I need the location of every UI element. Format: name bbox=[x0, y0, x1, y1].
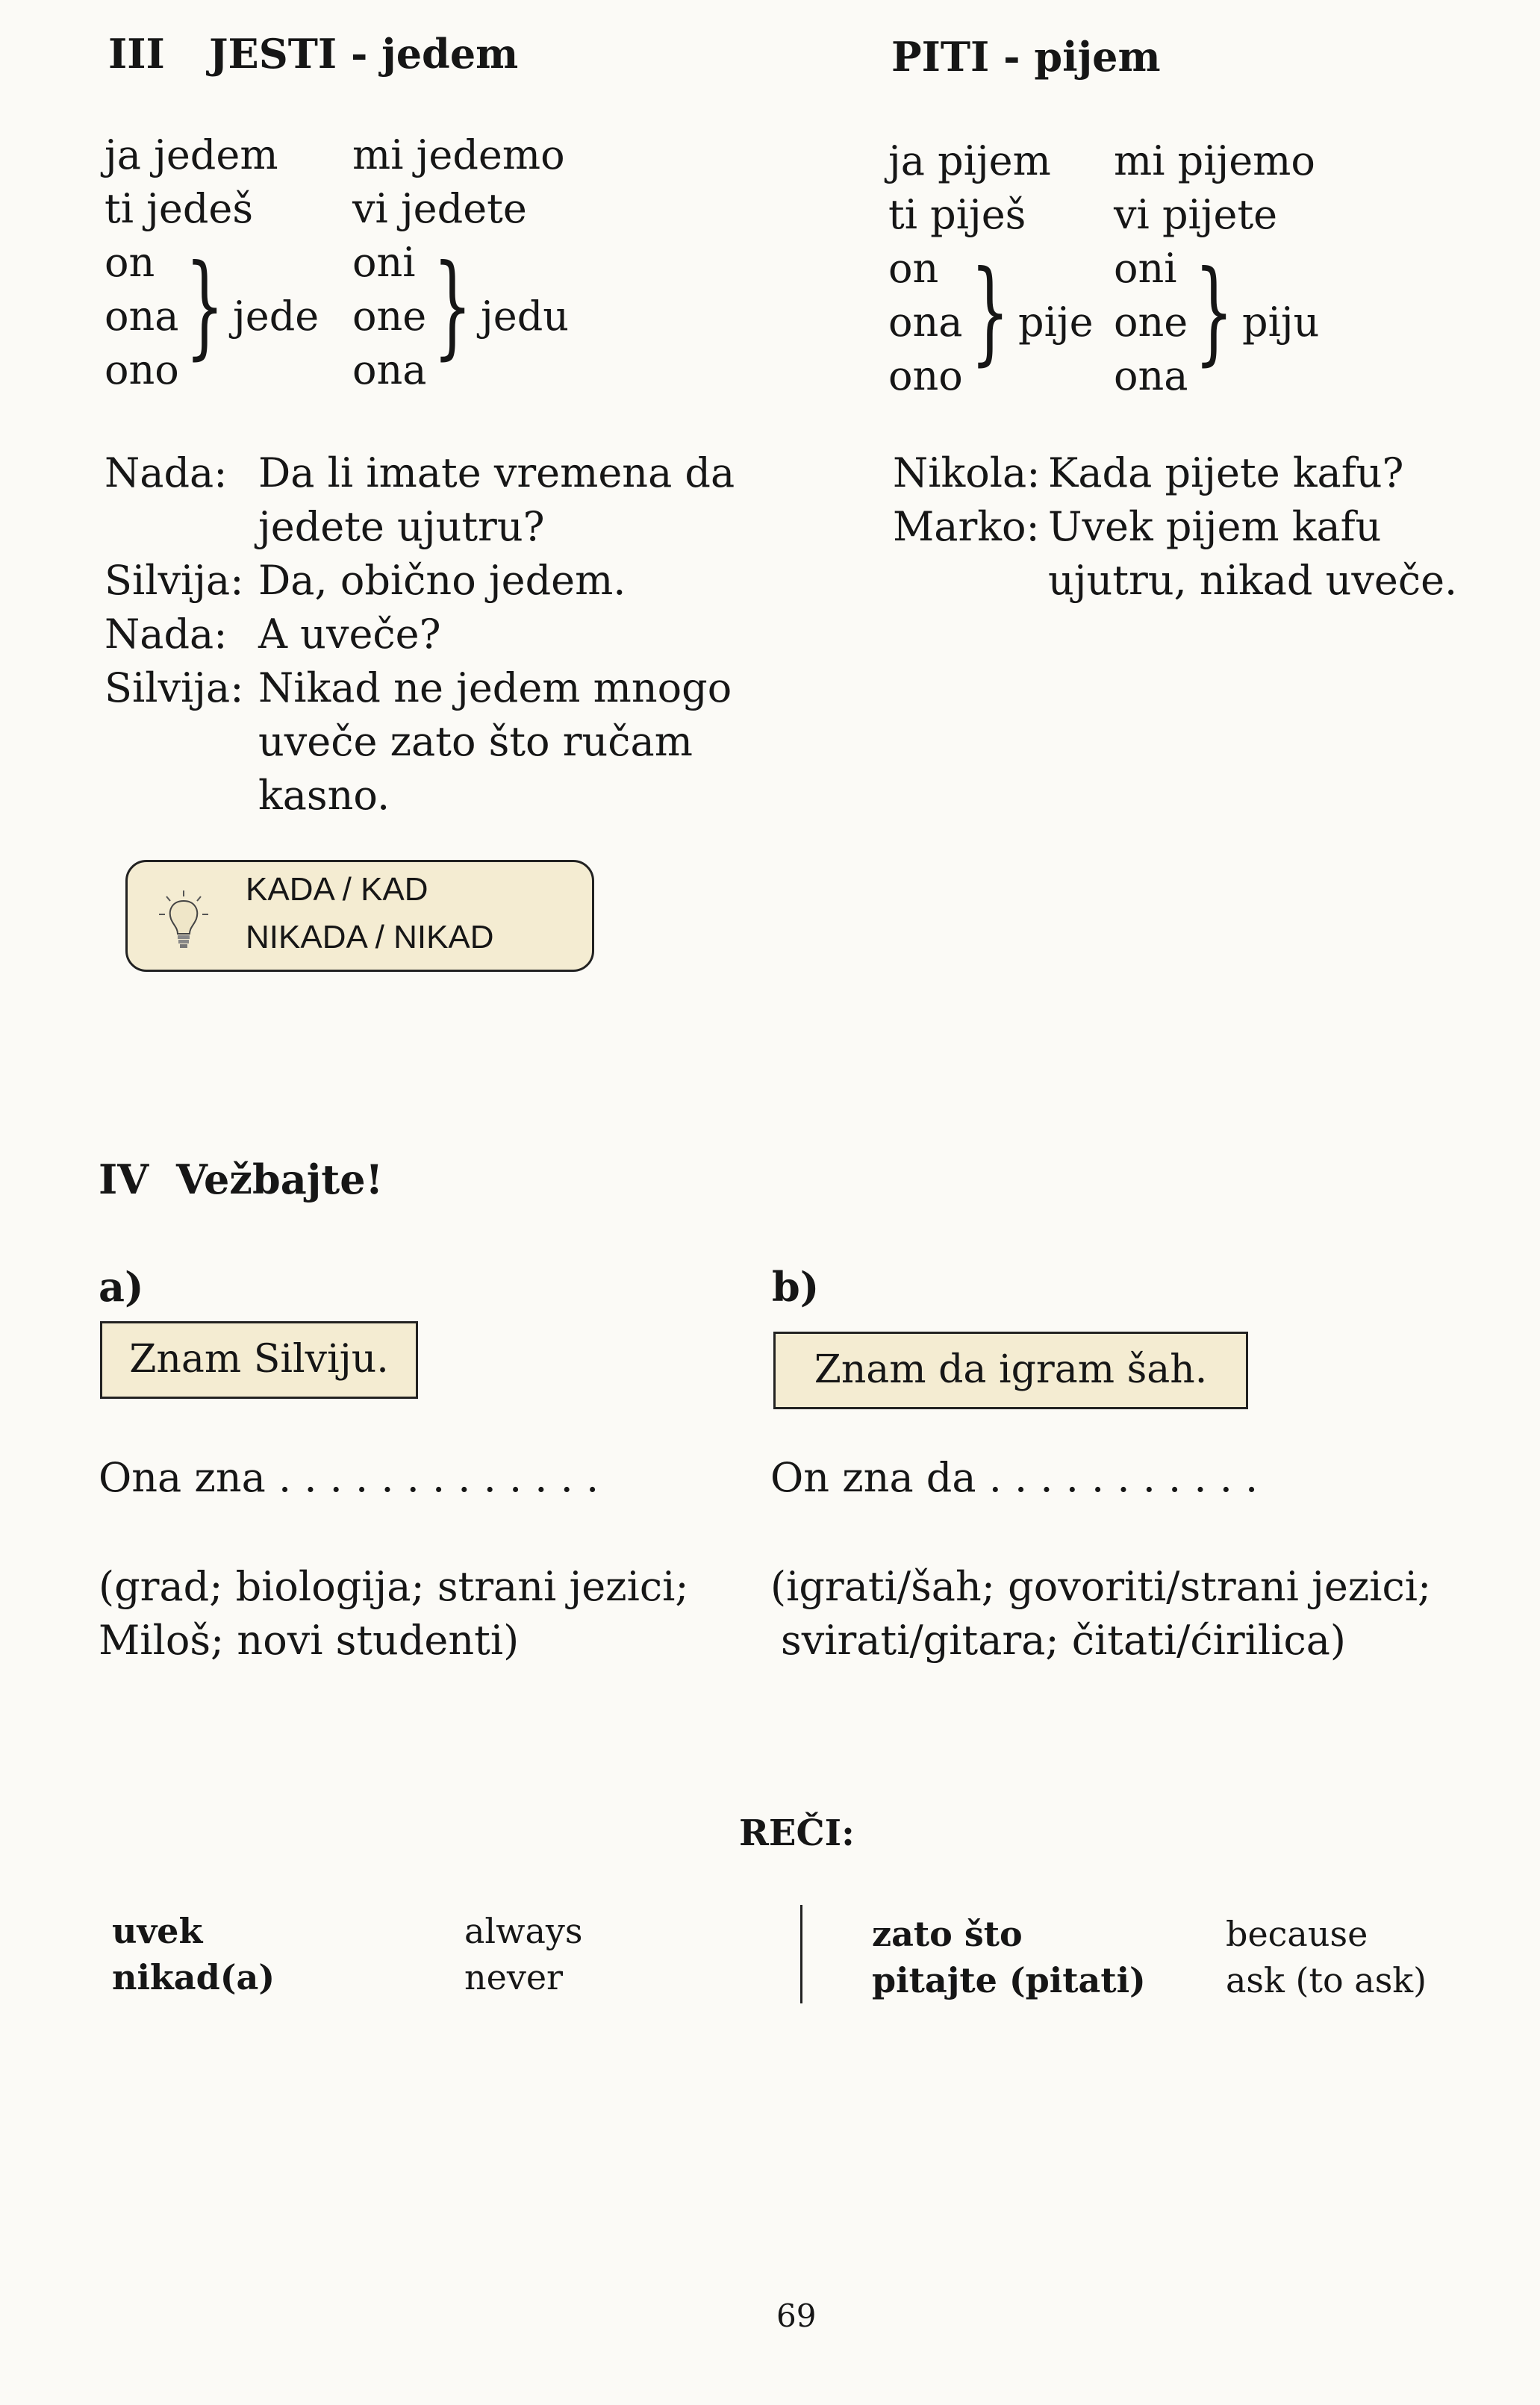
tip-line-1: KADA / KAD bbox=[246, 871, 428, 908]
brace-icon: } bbox=[433, 241, 473, 371]
dialog-line: ujutru, nikad uveče. bbox=[1048, 557, 1458, 604]
piti-conj-7: vi pijete bbox=[1114, 191, 1278, 238]
dialog-line: Nikad ne jedem mnogo bbox=[258, 664, 732, 711]
dialog-line: kasno. bbox=[258, 772, 390, 819]
example-text-b: Znam da igram šah. bbox=[814, 1347, 1208, 1392]
vocab-divider bbox=[800, 1905, 802, 2003]
exercise-prompt-a: Ona zna . . . . . . . . . . . . . bbox=[99, 1454, 599, 1501]
dialog-line: Uvek pijem kafu bbox=[1048, 503, 1382, 550]
jesti-third-plural: jedu bbox=[481, 293, 570, 340]
brace-icon: } bbox=[1194, 247, 1234, 377]
jesti-conj-7: vi jedete bbox=[352, 185, 527, 232]
exercise-prompt-b: On zna da . . . . . . . . . . . bbox=[770, 1454, 1259, 1501]
piti-third-singular: pije bbox=[1018, 299, 1094, 346]
example-text-a: Znam Silviju. bbox=[129, 1337, 389, 1382]
dialog-speaker: Nikola: bbox=[893, 449, 1041, 496]
example-box-b bbox=[773, 1332, 1248, 1409]
jesti-conj-10: ona bbox=[352, 346, 427, 393]
dialog-line: Da li imate vremena da bbox=[258, 449, 735, 496]
jesti-heading: JESTI - jedem bbox=[209, 30, 519, 78]
jesti-conj-5: ono bbox=[105, 346, 179, 393]
jesti-conj-8: oni bbox=[352, 239, 416, 286]
brace-icon: } bbox=[970, 247, 1010, 377]
piti-conj-2: ti piješ bbox=[888, 191, 1026, 238]
dialog-line: A uveče? bbox=[258, 611, 441, 658]
dialog-line: Kada pijete kafu? bbox=[1048, 449, 1404, 496]
dialog-speaker: Nada: bbox=[105, 449, 228, 496]
piti-heading: PITI - pijem bbox=[891, 33, 1161, 81]
jesti-conj-4: ona bbox=[105, 293, 179, 340]
section-heading: Vežbajte! bbox=[176, 1155, 384, 1203]
dialog-speaker: Nada: bbox=[105, 611, 228, 658]
vocab-word bbox=[112, 1908, 202, 1954]
jesti-conj-1: ja jedem bbox=[105, 131, 278, 178]
vocab-word bbox=[872, 1911, 1023, 1957]
vocab-meaning: ask (to ask) bbox=[1226, 1960, 1427, 2000]
piti-conj-10: ona bbox=[1114, 352, 1188, 399]
piti-conj-5: ono bbox=[888, 352, 963, 399]
dialog-speaker: Silvija: bbox=[105, 664, 244, 711]
vocab-word-text: uvek bbox=[112, 1911, 203, 1951]
vocab-word-text: zato što bbox=[872, 1914, 1023, 1954]
exercise-label-b: b) bbox=[772, 1263, 820, 1311]
tip-box bbox=[125, 860, 594, 972]
vocab-word bbox=[112, 1954, 275, 2000]
exercise-hints-a-1: (grad; biologija; strani jezici; bbox=[99, 1563, 689, 1610]
example-box-a bbox=[100, 1321, 418, 1399]
exercise-hints-a-2: Miloš; novi studenti) bbox=[99, 1617, 520, 1664]
dialog-line: jedete ujutru? bbox=[258, 503, 545, 550]
dialog-speaker: Silvija: bbox=[105, 557, 244, 604]
dialog-line: Da, obično jedem. bbox=[258, 557, 626, 604]
exercise-hints-b-1: (igrati/šah; govoriti/strani jezici; bbox=[770, 1563, 1432, 1610]
vocab-meaning: never bbox=[464, 1957, 564, 1997]
vocab-word bbox=[872, 1957, 1146, 2003]
vocab-meaning: always bbox=[464, 1911, 583, 1951]
lightbulb-icon bbox=[158, 889, 210, 956]
jesti-conj-6: mi jedemo bbox=[352, 131, 565, 178]
piti-third-plural: piju bbox=[1242, 299, 1320, 346]
section-number: IV bbox=[99, 1155, 149, 1203]
page-number: 69 bbox=[776, 2298, 817, 2334]
piti-conj-9: one bbox=[1114, 299, 1188, 346]
piti-conj-3: on bbox=[888, 245, 939, 292]
vocab-title: REČI: bbox=[739, 1812, 855, 1854]
section-number: III bbox=[108, 30, 165, 78]
jesti-conj-3: on bbox=[105, 239, 155, 286]
vocab-word-text: nikad(a) bbox=[112, 1957, 275, 1997]
jesti-conj-9: one bbox=[352, 293, 427, 340]
jesti-conj-2: ti jedeš bbox=[105, 185, 254, 232]
tip-line-2: NIKADA / NIKAD bbox=[246, 919, 494, 955]
dialog-line: uveče zato što ručam bbox=[258, 718, 693, 765]
dialog-speaker: Marko: bbox=[893, 503, 1040, 550]
vocab-meaning: because bbox=[1226, 1914, 1368, 1954]
brace-icon: } bbox=[185, 241, 225, 371]
exercise-hints-b-2: svirati/gitara; čitati/ćirilica) bbox=[781, 1617, 1346, 1664]
piti-conj-6: mi pijemo bbox=[1114, 137, 1315, 184]
piti-conj-8: oni bbox=[1114, 245, 1177, 292]
exercise-label-a: a) bbox=[99, 1263, 144, 1311]
piti-conj-4: ona bbox=[888, 299, 963, 346]
vocab-word-text: pitajte (pitati) bbox=[872, 1960, 1146, 2000]
jesti-third-singular: jede bbox=[233, 293, 319, 340]
piti-conj-1: ja pijem bbox=[888, 137, 1051, 184]
